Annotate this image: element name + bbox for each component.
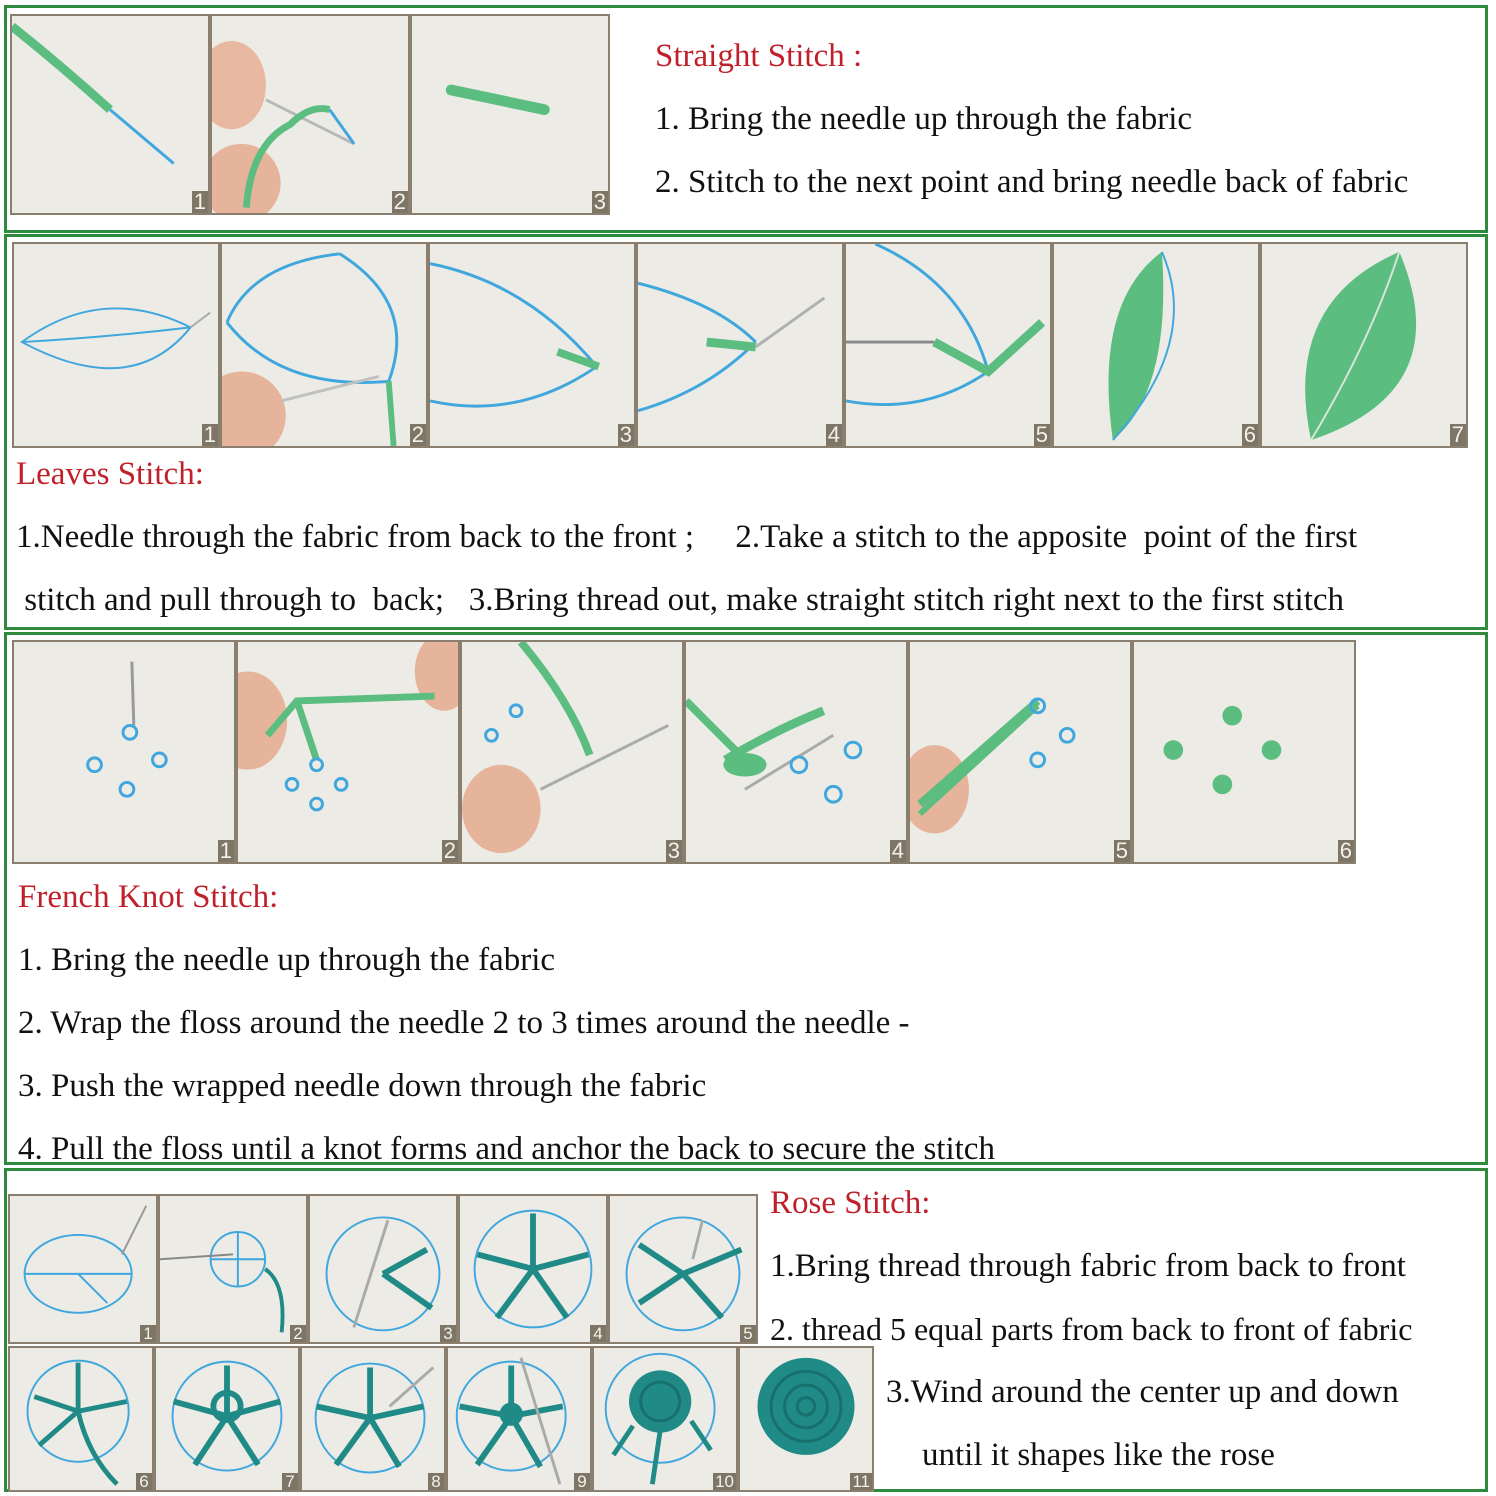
french-photo-6-drawing: [1134, 642, 1354, 862]
rose-photo-number: 6: [136, 1473, 152, 1490]
rose-photo-2: [158, 1194, 308, 1344]
rose-photo-6-drawing: [10, 1348, 152, 1490]
leaves-photo-7-drawing: [1262, 244, 1466, 446]
leaves-photo-6-drawing: [1054, 244, 1258, 446]
rose-photo-8-drawing: [302, 1348, 444, 1490]
french-photo-1-drawing: [14, 642, 234, 862]
rose-photo-number: 7: [282, 1473, 298, 1490]
rose-photo-11: [738, 1346, 874, 1492]
rose-step-4: until it shapes like the rose: [922, 1437, 1275, 1473]
rose-photo-10-drawing: [594, 1348, 736, 1490]
straight-photo-1: [10, 14, 210, 215]
french-photo-6: [1132, 640, 1356, 864]
french-photo-number: 2: [443, 838, 456, 863]
leaves-stitch-title: Leaves Stitch:: [16, 456, 204, 492]
french-step-2: 2. Wrap the floss around the needle 2 to 3 times around the needle -: [18, 1005, 910, 1041]
rose-photo-number: 8: [428, 1473, 444, 1490]
rose-photo-11-drawing: [740, 1348, 872, 1490]
leaves-photo-5: [844, 242, 1052, 448]
rose-step-3: 3.Wind around the center up and down: [886, 1374, 1399, 1410]
rose-photo-7-drawing: [156, 1348, 298, 1490]
rose-photo-number: 1: [140, 1325, 156, 1342]
rose-photo-number: 10: [715, 1472, 734, 1491]
straight-photo-2-drawing: [212, 16, 408, 213]
rose-photo-2-drawing: [160, 1196, 306, 1342]
rose-photo-4: [458, 1194, 608, 1344]
leaves-photo-2: [220, 242, 428, 448]
rose-photo-7: [154, 1346, 300, 1492]
leaves-photo-3: [428, 242, 636, 448]
french-step-3: 3. Push the wrapped needle down through the fabric: [18, 1068, 707, 1104]
straight-stitch-title: Straight Stitch :: [655, 38, 863, 74]
french-photo-2: [236, 640, 460, 864]
french-step-4: 4. Pull the floss until a knot forms and anchor the back to secure the stitch: [18, 1131, 995, 1167]
rose-step-1: 1.Bring thread through fabric from back to front: [770, 1248, 1406, 1284]
leaves-photo-number: 2: [411, 422, 424, 447]
straight-photo-number: 3: [593, 189, 606, 214]
straight-photo-3: [410, 14, 610, 215]
rose-photo-1-drawing: [10, 1196, 156, 1342]
leaves-photo-number: 7: [1451, 422, 1464, 447]
rose-photo-8: [300, 1346, 446, 1492]
french-photo-3: [460, 640, 684, 864]
leaves-photo-3-drawing: [430, 244, 634, 446]
leaves-photo-number: 5: [1035, 422, 1048, 447]
leaves-photo-6: [1052, 242, 1260, 448]
french-photo-5-drawing: [910, 642, 1130, 862]
french-photo-number: 5: [1115, 838, 1128, 863]
french-photo-3-drawing: [462, 642, 682, 862]
leaves-photo-number: 1: [203, 422, 216, 447]
rose-photo-9: [446, 1346, 592, 1492]
straight-photo-2: [210, 14, 410, 215]
rose-photo-10: [592, 1346, 738, 1492]
french-photo-1: [12, 640, 236, 864]
leaves-photo-1: [12, 242, 220, 448]
french-photo-number: 4: [891, 838, 904, 863]
leaves-step-line-1: 1.Needle through the fabric from back to the front ; 2.Take a stitch to the apposite point of the first: [16, 519, 1358, 555]
straight-step-1: 1. Bring the needle up through the fabric: [655, 101, 1193, 137]
rose-stitch-title: Rose Stitch:: [770, 1185, 931, 1221]
straight-photo-number: 2: [393, 189, 406, 214]
rose-photo-number: 4: [590, 1325, 606, 1342]
straight-photo-1-drawing: [12, 16, 208, 213]
leaves-photo-4-drawing: [638, 244, 842, 446]
french-photo-number: 6: [1339, 838, 1352, 863]
leaves-photo-2-drawing: [222, 244, 426, 446]
rose-photo-number: 11: [852, 1472, 870, 1491]
leaves-photo-number: 3: [619, 422, 632, 447]
rose-photo-6: [8, 1346, 154, 1492]
straight-step-2: 2. Stitch to the next point and bring needle back of fabric: [655, 164, 1409, 200]
leaves-photo-1-drawing: [14, 244, 218, 446]
rose-photo-3: [308, 1194, 458, 1344]
rose-photo-4-drawing: [460, 1196, 606, 1342]
leaves-step-line-2: stitch and pull through to back; 3.Bring thread out, make straight stitch right next to the first stitch: [16, 582, 1345, 618]
french-photo-number: 1: [219, 838, 232, 863]
leaves-photo-number: 6: [1243, 422, 1256, 447]
rose-photo-1: [8, 1194, 158, 1344]
leaves-photo-4: [636, 242, 844, 448]
french-knot-title: French Knot Stitch:: [18, 879, 279, 915]
straight-photo-3-drawing: [412, 16, 608, 213]
french-photo-4-drawing: [686, 642, 906, 862]
rose-photo-5: [608, 1194, 758, 1344]
rose-photo-3-drawing: [310, 1196, 456, 1342]
straight-photo-number: 1: [193, 189, 206, 214]
rose-photo-9-drawing: [448, 1348, 590, 1490]
french-photo-number: 3: [667, 838, 680, 863]
rose-step-2: 2. thread 5 equal parts from back to front of fabric: [770, 1311, 1413, 1347]
leaves-photo-5-drawing: [846, 244, 1050, 446]
rose-photo-5-drawing: [610, 1196, 756, 1342]
leaves-photo-7: [1260, 242, 1468, 448]
rose-photo-number: 3: [440, 1325, 456, 1342]
french-step-1: 1. Bring the needle up through the fabric: [18, 942, 556, 978]
rose-photo-number: 9: [574, 1473, 590, 1490]
leaves-photo-number: 4: [827, 422, 840, 447]
french-photo-5: [908, 640, 1132, 864]
french-photo-4: [684, 640, 908, 864]
rose-photo-number: 5: [740, 1325, 756, 1342]
rose-photo-number: 2: [290, 1325, 306, 1342]
french-photo-2-drawing: [238, 642, 458, 862]
